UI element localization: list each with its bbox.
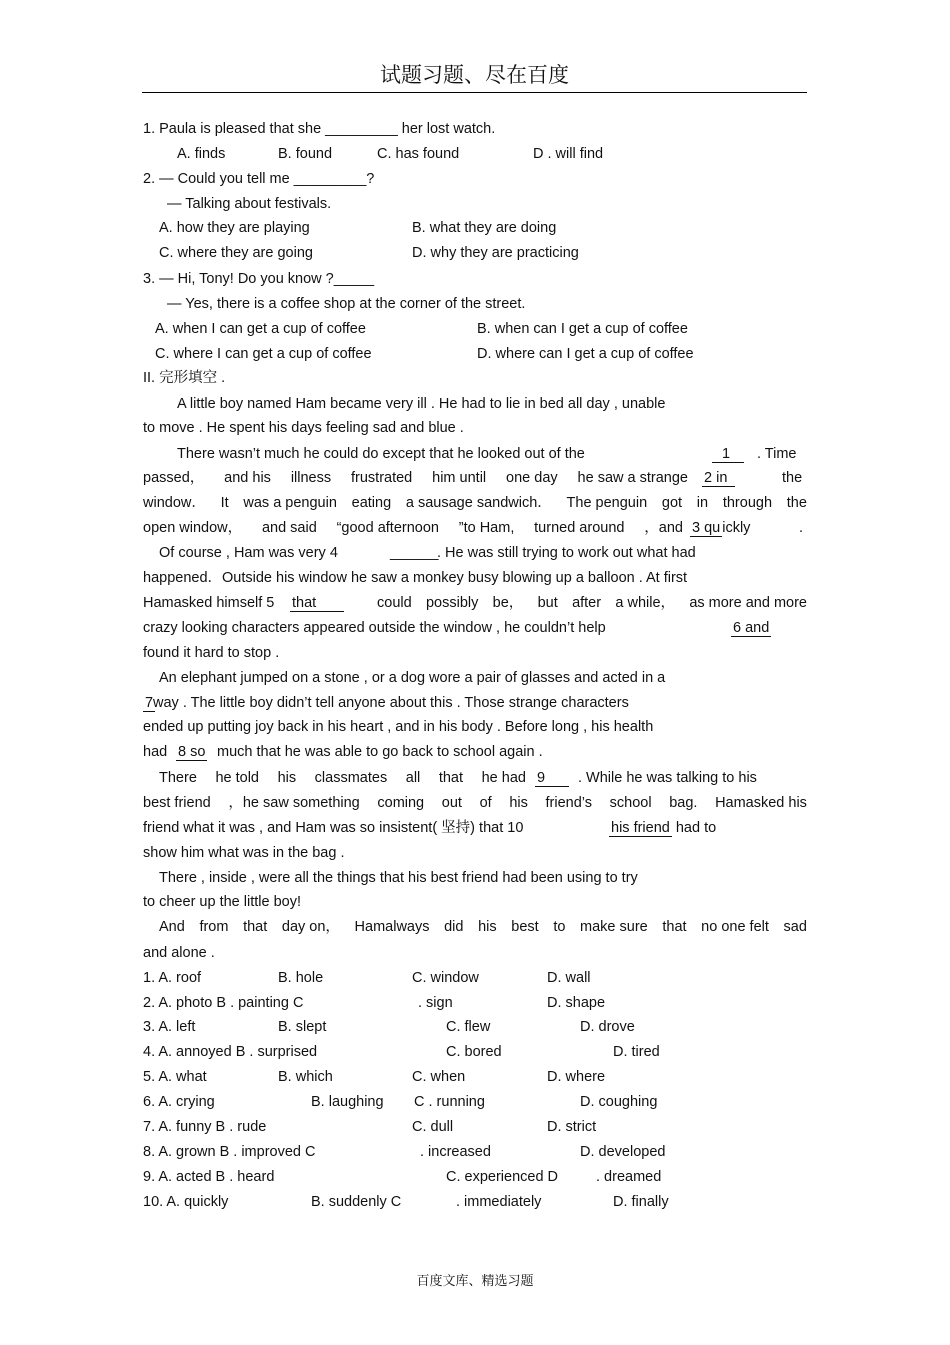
passage-line: . While he was talking to his [578,770,757,786]
q1-option-b: B. found [278,146,333,162]
option-row-9: . dreamed [596,1169,662,1185]
option-row-8: 8. A. grown B . improved C [143,1144,316,1160]
option-row-2: 2. A. photo B . painting C [143,995,304,1011]
blank-8: 8 so [178,744,206,760]
option-row-3: 3. A. left [143,1019,196,1035]
section-heading: II. 完形填空 . [143,370,226,386]
q2-option-b: B. what they are doing [412,220,557,236]
blank-4: ______ [390,545,439,561]
passage-line: . Time [757,446,797,462]
passage-line: had [143,744,168,760]
passage-line: There wasn’t much he could do except that he looked out of the [177,446,585,462]
option-row-6: C . running [414,1094,485,1110]
option-row-3: D. drove [580,1019,635,1035]
q1-option-d: D . will find [533,146,604,162]
option-row-9: 9. A. acted B . heard [143,1169,275,1185]
q2-option-c: C. where they are going [159,245,313,261]
blank-1: 1 [712,444,744,464]
passage-line: There , inside , were all the things that his best friend had been using to try [159,870,638,886]
passage-line: and alone . [143,945,215,961]
option-row-1: B. hole [278,970,324,986]
passage-line: much that he was able to go back to school again . [217,744,543,760]
option-row-5: C. when [412,1069,466,1085]
option-row-3: B. slept [278,1019,327,1035]
option-row-6: 6. A. crying [143,1094,215,1110]
q2-option-a: A. how they are playing [159,220,310,236]
passage-line: to move . He spent his days feeling sad and blue . [143,420,464,436]
option-row-8: D. developed [580,1144,666,1160]
blank-2: 2 in [702,468,735,488]
option-row-2: . sign [418,995,453,1011]
option-row-6: D. coughing [580,1094,658,1110]
passage-line: Of course , Ham was very 4 [159,545,338,561]
blank-5: that [290,593,344,613]
q2-reply: — Talking about festivals. [167,196,332,212]
passage-line: An elephant jumped on a stone , or a dog wore a pair of glasses and acted in a [159,670,666,686]
option-row-5: B. which [278,1069,333,1085]
q3-option-a: A. when I can get a cup of coffee [155,321,366,337]
q1-option-a: A. finds [177,146,226,162]
blank-9: 9 [535,768,569,788]
option-row-10: 10. A. quickly [143,1194,229,1210]
option-row-1: C. window [412,970,479,986]
option-row-7: C. dull [412,1119,454,1135]
option-row-2: D. shape [547,995,606,1011]
passage-line: happened．Outside his window he saw a monkey busy blowing up a balloon . At first [143,570,688,586]
passage-line: passed， and his illness frustrated him until one day he saw a strange [143,470,688,486]
page-header: 试题习题、尽在百度 [142,60,807,93]
option-row-6: B. laughing [311,1094,384,1110]
option-row-7: D. strict [547,1119,597,1135]
passage-line: ended up putting joy back in his heart , and in his body . Before long , his health [143,719,654,735]
option-row-4: D. tired [613,1044,660,1060]
q2-option-d: D. why they are practicing [412,245,579,261]
q3-reply: — Yes, there is a coffee shop at the corner of the street. [167,296,526,312]
option-row-7: 7. A. funny B . rude [143,1119,267,1135]
q3-option-b: B. when can I get a cup of coffee [477,321,688,337]
passage-line: crazy looking characters appeared outside the window , he couldn’t help [143,620,606,636]
passage-line: way . The little boy didn’t tell anyone about this . Those strange characters [153,695,629,711]
option-row-10: B. suddenly C [311,1194,402,1210]
passage-line: . [799,520,804,536]
option-row-4: C. bored [446,1044,502,1060]
blank-6: 6 and [733,620,770,636]
passage-line: could possibly be， but after a while， as more and more [377,595,807,611]
option-row-1: D. wall [547,970,591,986]
option-row-10: D. finally [613,1194,669,1210]
option-row-5: D. where [547,1069,606,1085]
q1-option-c: C. has found [377,146,460,162]
q1-stem: 1. Paula is pleased that she _________ her lost watch. [143,121,496,137]
passage-line: . He was still trying to work out what had [437,545,696,561]
passage-line: Hamasked himself 5 [143,595,275,611]
passage-line: friend what it was , and Ham was so insistent( 坚持) that 10 [143,820,524,836]
q3-option-d: D. where can I get a cup of coffee [477,346,694,362]
q3-option-c: C. where I can get a cup of coffee [155,346,372,362]
option-row-9: C. experienced D [446,1169,559,1185]
blank-3: 3 qu ickly [692,520,751,536]
option-row-10: . immediately [456,1194,542,1210]
passage-line: found it hard to stop . [143,645,280,661]
blank-7: 7 [145,695,154,711]
passage-line: A little boy named Ham became very ill . He had to lie in bed all day , unable [177,396,666,412]
page-footer: 百度文库、精选习题 [416,1274,534,1289]
passage-line: window． It was a penguin eating a sausage sandwich． The penguin got in through the [143,495,807,511]
passage-line: show him what was in the bag . [143,845,345,861]
passage-line: There he told his classmates all that he had [159,770,526,786]
passage-line: open window， and said “good afternoon ”to Ham, turned around ，and [143,520,683,536]
passage-line: best friend ，he saw something coming out of his friend’s school bag. Hamasked his [143,795,807,811]
option-row-3: C. flew [446,1019,491,1035]
blank-10: his friend had to [611,820,717,836]
option-row-8: . increased [420,1144,491,1160]
q2-stem: 2. — Could you tell me _________? [143,171,375,187]
option-row-5: 5. A. what [143,1069,207,1085]
option-row-4: 4. A. annoyed B . surprised [143,1044,318,1060]
q3-stem: 3. — Hi, Tony! Do you know ?_____ [143,271,375,287]
passage-line: to cheer up the little boy! [143,894,301,910]
passage-line: the [782,470,803,486]
passage-line: And from that day on， Hamalways did his best to make sure that no one felt sad [159,919,807,935]
option-row-1: 1. A. roof [143,970,202,986]
